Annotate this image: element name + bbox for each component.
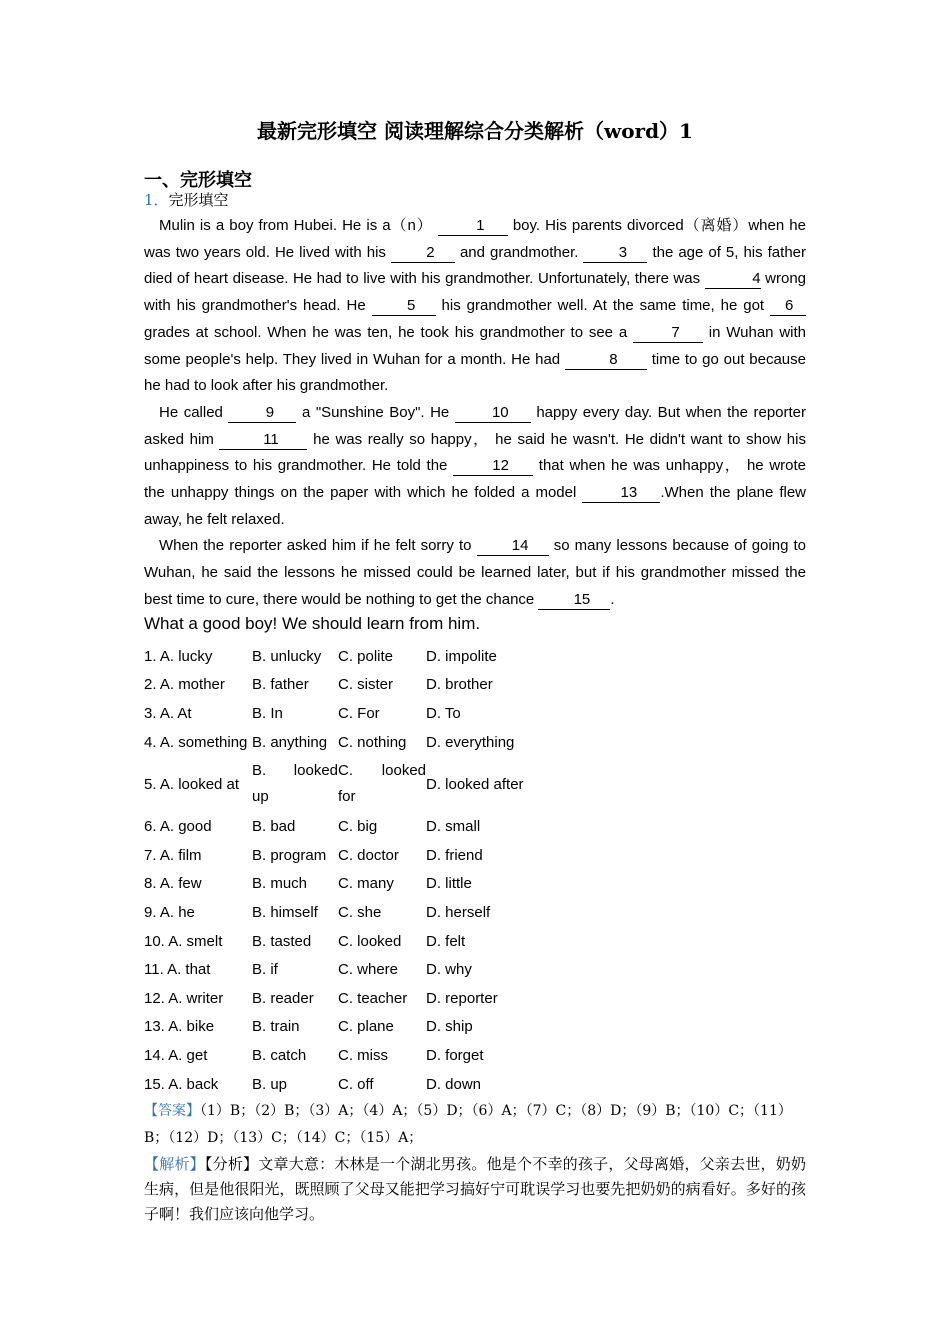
option-cell: C. big [338, 818, 378, 836]
option-row [144, 841, 566, 870]
option-cell: 1. A. lucky [144, 647, 213, 665]
option-row [144, 812, 566, 841]
option-cell: B. if [252, 961, 278, 979]
option-cell: 8. A. few [144, 875, 202, 893]
analysis-text: 【分析】文章大意：木林是一个湖北男孩。他是个不幸的孩子，父母离婚，父亲去世，奶奶生病，但是他很阳光，既照顾了父母又能把学习搞好宁可耽误学习也要先把奶奶的病看好。多好的孩子啊！我们应该向他学习。 [144, 1155, 806, 1223]
option-cell: C. many [338, 875, 394, 893]
analysis-label: 【解析】 [144, 1155, 205, 1173]
option-cell: 14. A. get [144, 1046, 208, 1064]
option-cell: B. In [252, 704, 283, 722]
cloze-passage [144, 213, 806, 614]
analysis-block [144, 1152, 806, 1227]
option-row [144, 870, 566, 899]
option-cell: D. small [426, 818, 481, 836]
page-title: 最新完形填空 阅读理解综合分类解析（word）1 [257, 119, 693, 143]
passage-paragraph-2: He called 9 a "Sunshine Boy". He 10 happy every day. But when the reporter asked him 11 he was really so happy， he said he wasn't. He didn't want to show his unhappiness to his grandmother. He told the 12 that when he was unhappy， he wrote the unhappy things on the paper with which he folded a model 13 .When the plane flew away, he felt relaxed. [144, 403, 807, 528]
option-cell: 11. A. that [144, 961, 211, 979]
option-cell: C. doctor [338, 846, 399, 864]
question-type: 完形填空 [168, 191, 229, 209]
option-cell: 12. A. writer [144, 989, 224, 1007]
option-cell: C. nothing [338, 733, 407, 751]
option-row [144, 955, 566, 984]
blank-10: 10 [455, 404, 531, 423]
option-cell: C. plane [338, 1018, 394, 1036]
option-cell: D. friend [426, 846, 483, 864]
option-cell: B. much [252, 875, 308, 893]
option-cell: 13. A. bike [144, 1018, 215, 1036]
option-cell: D. looked after [426, 775, 524, 793]
option-cell: B. program [252, 846, 327, 864]
option-row [144, 1041, 566, 1070]
option-cell: C. miss [338, 1046, 388, 1064]
option-row [144, 642, 566, 671]
blank-6: 6 [770, 297, 806, 316]
option-cell: D. ship [426, 1018, 473, 1036]
option-cell: B. himself [252, 903, 318, 921]
option-row [144, 671, 566, 700]
option-row [144, 728, 566, 757]
option-row [144, 699, 566, 728]
option-cell: B. looked up [252, 762, 338, 806]
option-cell: 3. A. At [144, 704, 192, 722]
passage-paragraph-1: Mulin is a boy from Hubei. He is a（n） 1 boy. His parents divorced（离婚）when he was two years old. He lived with his 2 and grandmother. 3 the age of 5, his father died of heart disease. He had to live with his grandmother. Unfortunately, there was 4 wrong with his grandmother's head. He 5 his grandmother well. At the same time, he got 6 grades at school. When he was ten, he took his grandmother to see a 7 in Wuhan with some people's help. They lived in Wuhan for a month. He had 8 time to go out because he had to look after his grandmother. [144, 217, 807, 395]
option-cell: B. tasted [252, 932, 312, 950]
option-cell: 6. A. good [144, 818, 212, 836]
answer-block [144, 1098, 806, 1152]
blank-9: 9 [228, 404, 296, 423]
option-cell: D. herself [426, 903, 491, 921]
closing-line: What a good boy! We should learn from him. [144, 614, 481, 633]
option-cell: C. sister [338, 676, 394, 694]
option-cell: D. everything [426, 733, 515, 751]
blank-11: 11 [219, 431, 307, 450]
option-row [144, 1013, 566, 1042]
option-row [144, 1070, 566, 1099]
option-cell: B. train [252, 1018, 300, 1036]
question-header [144, 189, 229, 210]
option-cell: 10. A. smelt [144, 932, 223, 950]
option-row [144, 927, 566, 956]
option-cell: B. catch [252, 1046, 307, 1064]
question-number: 1． [144, 191, 169, 209]
option-cell: 15. A. back [144, 1075, 219, 1093]
blank-8: 8 [565, 351, 647, 370]
option-cell: 5. A. looked at [144, 775, 240, 793]
blank-2: 2 [391, 244, 455, 263]
option-cell: D. down [426, 1075, 482, 1093]
option-cell: B. reader [252, 989, 314, 1007]
option-cell: D. reporter [426, 989, 498, 1007]
option-cell: B. father [252, 676, 309, 694]
blank-3: 3 [583, 244, 647, 263]
option-cell: D. little [426, 875, 472, 893]
option-cell: C. she [338, 903, 382, 921]
blank-15: 15 [538, 591, 610, 610]
option-cell: D. To [426, 704, 461, 722]
options-table [144, 642, 566, 1098]
option-cell: C. looked [338, 932, 402, 950]
option-cell: 4. A. something [144, 733, 248, 751]
blank-7: 7 [633, 324, 703, 343]
option-cell: 7. A. film [144, 846, 202, 864]
blank-4: 4 [705, 270, 761, 289]
option-cell: C. teacher [338, 989, 408, 1007]
option-cell: D. impolite [426, 647, 497, 665]
answer-text: （1）B；（2）B；（3）A；（4）A；（5）D；（6）A；（7）C；（8）D；（9）B；（10）C；（11）B；（12）D；（13）C；（14）C；（15）A； [144, 1103, 792, 1146]
option-cell: C. where [338, 961, 399, 979]
blank-1: 1 [438, 217, 508, 236]
option-cell: D. felt [426, 932, 466, 950]
option-cell: 9. A. he [144, 903, 195, 921]
option-row [144, 756, 566, 812]
section-heading: 一、完形填空 [144, 170, 252, 191]
answer-label: 【答案】 [144, 1103, 200, 1119]
passage-paragraph-3: When the reporter asked him if he felt sorry to 14 so many lessons because of going to Wuhan, he said the lessons he missed could be learned later, but if his grandmother missed the best time to cure, there would be nothing to get the chance 15 . [144, 537, 806, 608]
option-cell: B. unlucky [252, 647, 322, 665]
option-cell: C. For [338, 704, 380, 722]
option-cell: B. up [252, 1075, 288, 1093]
option-cell: 2. A. mother [144, 676, 225, 694]
option-row [144, 898, 566, 927]
option-cell: D. forget [426, 1046, 484, 1064]
option-cell: B. anything [252, 733, 328, 751]
blank-5: 5 [372, 297, 436, 316]
option-row [144, 984, 566, 1013]
option-cell: C. looked for [338, 762, 426, 806]
option-cell: C. off [338, 1075, 374, 1093]
option-cell: B. bad [252, 818, 296, 836]
option-cell: D. why [426, 961, 472, 979]
option-cell: D. brother [426, 676, 493, 694]
blank-14: 14 [477, 537, 549, 556]
option-cell: C. polite [338, 647, 394, 665]
blank-12: 12 [453, 457, 533, 476]
blank-13: 13 [582, 484, 660, 503]
